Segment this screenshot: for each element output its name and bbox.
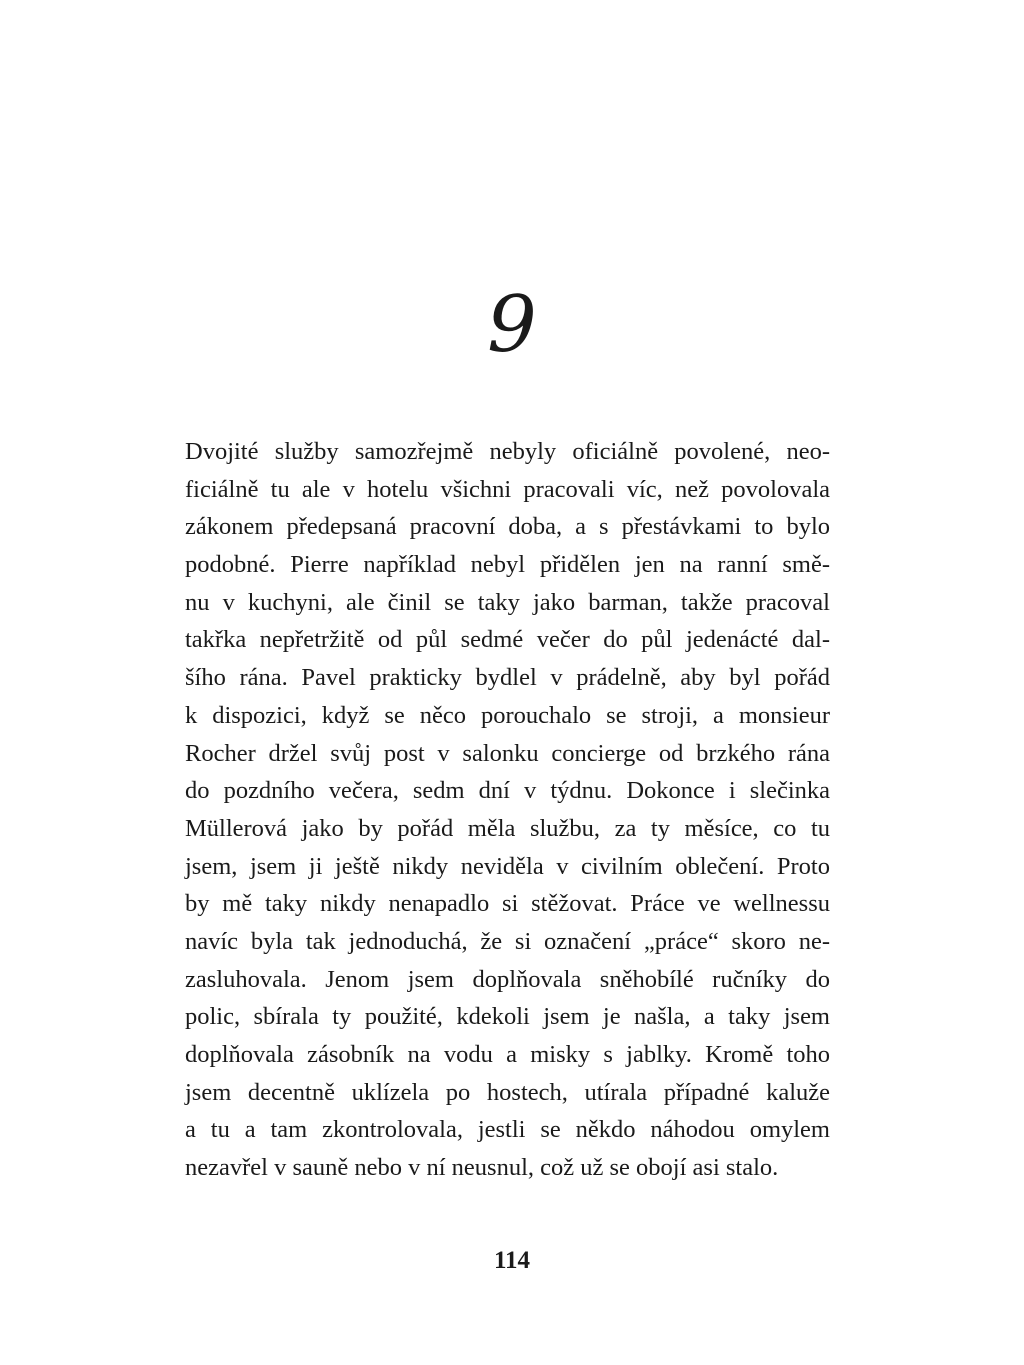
text-line: ficiálně tu ale v hotelu všichni pracovali víc, než povolovala [185, 475, 830, 503]
chapter-number: 9 [487, 280, 537, 370]
text-line: doplňovala zásobník na vodu a misky s jablky. Kromě toho [185, 1041, 830, 1068]
text-line: jsem decentně uklízela po hostech, utírala případné kaluže [185, 1078, 830, 1106]
text-line: podobné. Pierre například nebyl přidělen jen na ranní smě- [185, 551, 830, 579]
text-line: do pozdního večera, sedm dní v týdnu. Dokonce i slečinka [185, 777, 830, 805]
text-line: polic, sbírala ty použité, kdekoli jsem je našla, a taky jsem [185, 1003, 830, 1031]
text-line: zákonem předepsaná pracovní doba, a s přestávkami to bylo [185, 513, 830, 541]
text-line: nu v kuchyni, ale činil se taky jako barman, takže pracoval [185, 588, 830, 616]
text-line: Müllerová jako by pořád měla službu, za ty měsíce, co tu [185, 814, 830, 842]
text-line: Dvojité služby samozřejmě nebyly oficiálně povolené, neo- [185, 438, 830, 465]
text-line-last: nezavřel v sauně nebo v ní neusnul, což už se obojí asi stalo. [185, 1154, 779, 1182]
text-line: a tu a tam zkontrolovala, jestli se někdo náhodou omylem [185, 1116, 830, 1144]
text-line: navíc byla tak jednoduchá, že si označení „práce“ skoro ne- [185, 927, 830, 955]
text-line: jsem, jsem ji ještě nikdy neviděla v civilním oblečení. Proto [185, 852, 830, 880]
text-line: k dispozici, když se něco porouchalo se stroji, a monsieur [185, 701, 830, 729]
text-line: zasluhovala. Jenom jsem doplňovala sněhobílé ručníky do [185, 965, 830, 993]
page-number: 114 [493, 1247, 531, 1274]
text-line: Rocher držel svůj post v salonku concierge od brzkého rána [185, 739, 830, 767]
text-line: takřka nepřetržitě od půl sedmé večer do půl jedenácté dal- [185, 626, 830, 654]
text-line: šího rána. Pavel prakticky bydlel v prádelně, aby byl pořád [185, 664, 830, 692]
text-line: by mě taky nikdy nenapadlo si stěžovat. Práce ve wellnessu [185, 890, 830, 918]
body-paragraph [185, 433, 830, 1187]
